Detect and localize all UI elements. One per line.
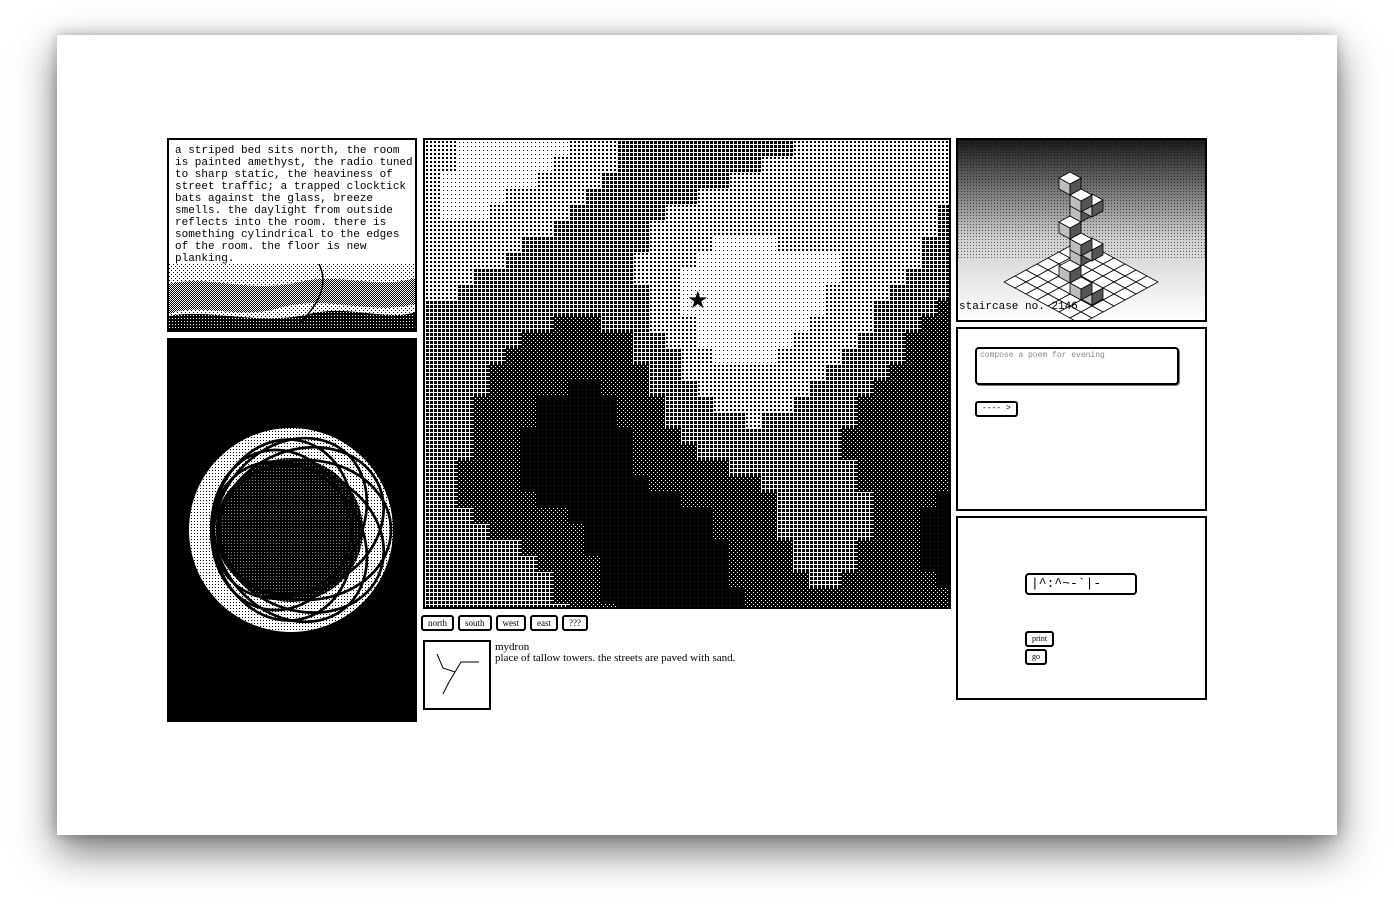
room-description-text: a striped bed sits north, the room is painted amethyst, the radio tuned to sharp static, the heaviness of street traffic; a trapped clocktick bats against the glass, breeze smells. the daylight from outside reflects into the room. there is something cylindrical to the edges of the room. the floor is new planking. — [175, 145, 413, 265]
place-sigil — [423, 640, 491, 710]
orbit-image-panel — [167, 338, 417, 722]
place-description: place of tallow towers. the streets are paved with sand. — [495, 652, 736, 664]
mystery-button[interactable]: ??? — [562, 615, 588, 631]
orbit-image — [167, 338, 417, 722]
direction-buttons — [421, 615, 588, 631]
place-sigil-glyph — [425, 642, 489, 708]
poem-input[interactable] — [975, 347, 1179, 385]
south-button[interactable]: south — [458, 615, 492, 631]
staircase-caption: staircase no. 2146 — [959, 301, 1078, 313]
emote-panel — [956, 516, 1207, 700]
emote-display[interactable]: |^:^~-`|- — [1025, 573, 1137, 595]
north-button[interactable]: north — [421, 615, 454, 631]
world-map[interactable] — [423, 138, 951, 609]
poem-panel — [956, 327, 1207, 511]
app-window — [57, 35, 1337, 835]
star-icon[interactable]: ★ — [687, 286, 709, 314]
print-button[interactable]: print — [1025, 631, 1054, 647]
staircase-panel — [956, 138, 1207, 322]
world-map-canvas — [425, 140, 949, 607]
room-description-panel — [167, 138, 417, 332]
go-button[interactable]: go — [1025, 649, 1047, 665]
west-button[interactable]: west — [496, 615, 527, 631]
east-button[interactable]: east — [530, 615, 558, 631]
staircase-image — [958, 140, 1205, 320]
poem-submit-button[interactable]: ---- > — [975, 401, 1018, 417]
place-name: mydron — [495, 641, 530, 653]
sky-image — [169, 264, 415, 330]
